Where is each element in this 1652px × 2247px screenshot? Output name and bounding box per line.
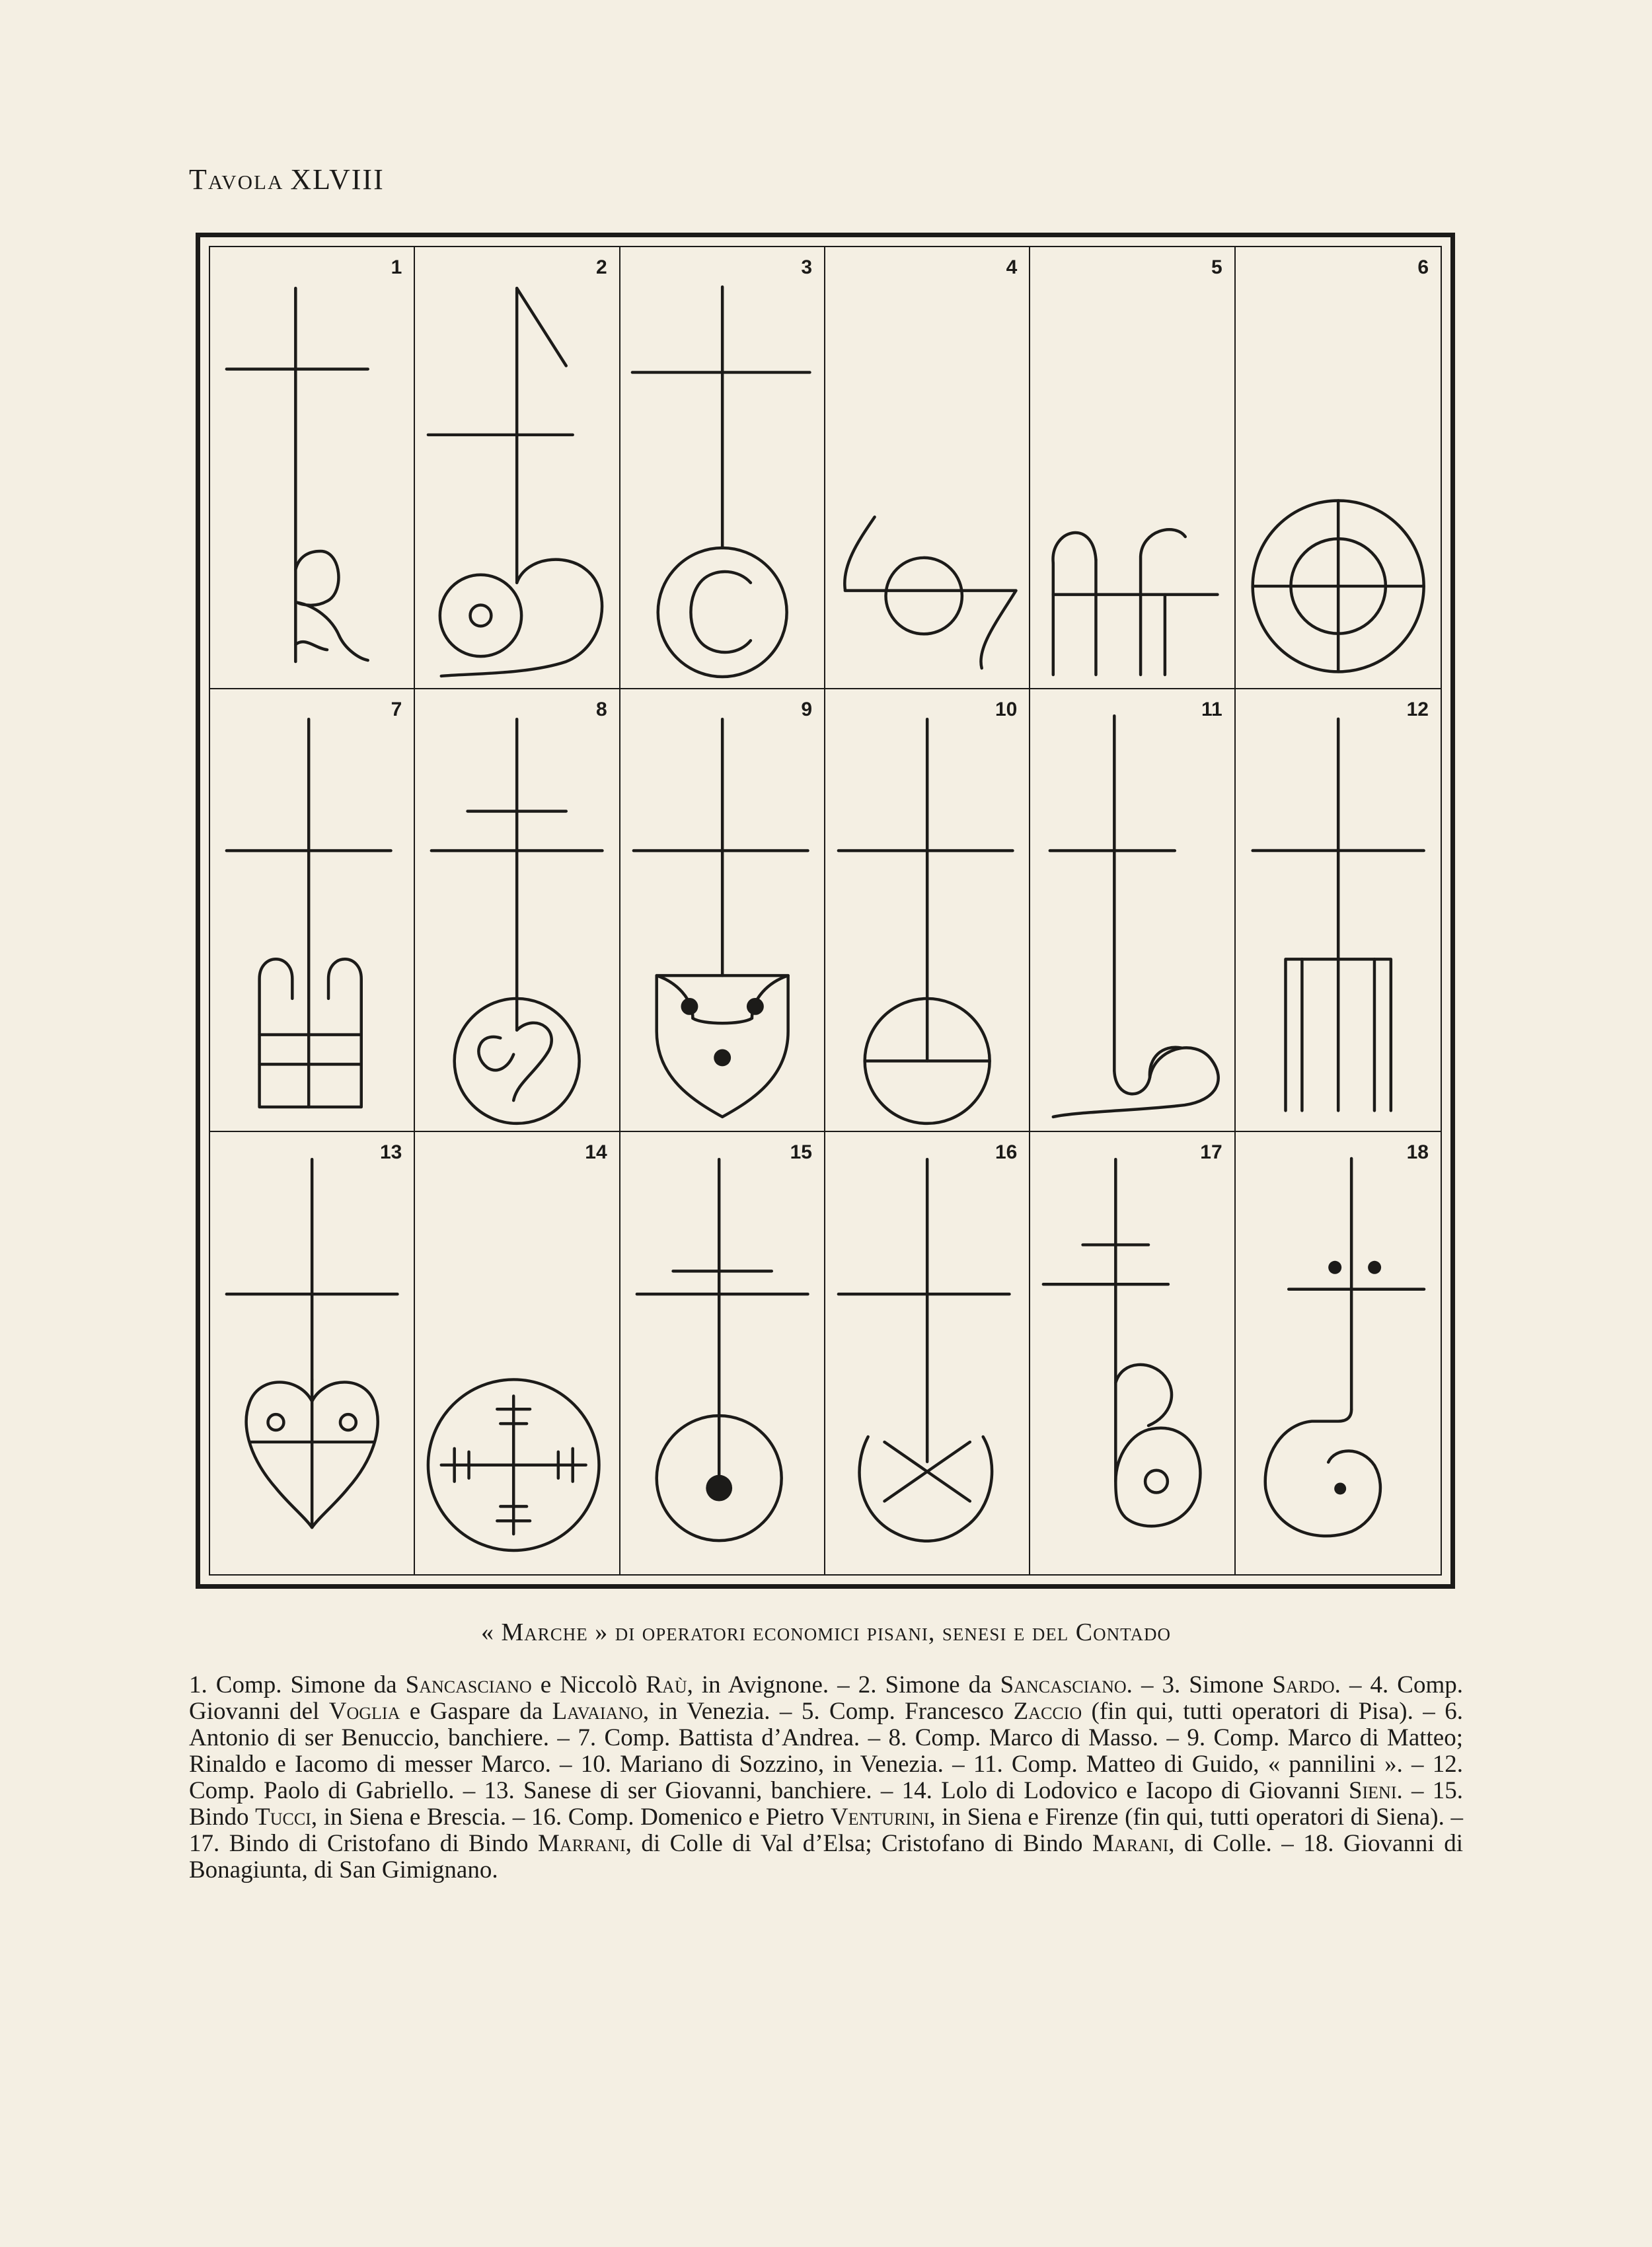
caption-segment: Raù — [646, 1671, 687, 1698]
mark-cell-17 — [1030, 1132, 1235, 1574]
mark-cell-5 — [1030, 247, 1235, 689]
caption-segment: , in Siena e Brescia. – 16. Comp. Domenico e Pietro — [311, 1804, 831, 1831]
mark-cell-9 — [620, 689, 825, 1131]
mark-number: 13 — [379, 1141, 402, 1163]
mark-12-glyph — [1236, 689, 1441, 1130]
mark-16-glyph — [825, 1132, 1029, 1574]
caption-segment: Tucci — [255, 1804, 311, 1831]
mark-cell-11 — [1030, 689, 1235, 1131]
mark-number: 6 — [1417, 256, 1429, 278]
mark-number: 10 — [995, 699, 1018, 721]
mark-number: 8 — [595, 699, 607, 721]
mark-11-glyph — [1030, 689, 1234, 1130]
caption-segment: 1. Comp. Simone da — [189, 1671, 406, 1698]
caption-title — [0, 1618, 1652, 1647]
mark-number: 14 — [585, 1141, 607, 1163]
caption-segment: . – 4. Comp. Giovanni del — [189, 1671, 1463, 1725]
mark-number: 1 — [391, 256, 402, 278]
mark-number: 12 — [1406, 699, 1429, 721]
plate-label — [189, 163, 385, 196]
mark-7-glyph — [210, 689, 414, 1130]
mark-number: 7 — [391, 699, 402, 721]
mark-18-glyph — [1236, 1132, 1441, 1574]
mark-number: 17 — [1200, 1141, 1222, 1163]
mark-1-glyph — [210, 247, 414, 688]
mark-15-glyph — [620, 1132, 824, 1574]
mark-9-glyph — [620, 689, 824, 1130]
mark-cell-7 — [210, 689, 415, 1131]
marks-grid — [209, 246, 1442, 1576]
caption-segment: Zaccio — [1013, 1698, 1082, 1725]
caption-segment: e Gaspare da — [400, 1698, 552, 1725]
mark-cell-15 — [620, 1132, 825, 1574]
mark-4-glyph — [825, 247, 1029, 688]
mark-13-glyph — [210, 1132, 414, 1574]
mark-14-glyph — [415, 1132, 619, 1574]
mark-number: 4 — [1006, 256, 1018, 278]
caption-title-text: Marche » di operatori economici pisani, senesi e del Contado — [501, 1619, 1171, 1646]
mark-8-glyph — [415, 689, 619, 1130]
mark-cell-10 — [825, 689, 1030, 1131]
mark-number: 18 — [1406, 1141, 1429, 1163]
mark-number: 9 — [801, 699, 812, 721]
plate-number: XLVIII — [290, 163, 385, 196]
mark-cell-6 — [1236, 247, 1441, 689]
caption-segment: Voglia — [328, 1698, 400, 1725]
mark-cell-3 — [620, 247, 825, 689]
mark-cell-1 — [210, 247, 415, 689]
plate-prefix: Tavola — [189, 163, 284, 196]
caption-segment: , in Siena e Firenze (fin qui, tutti operatori di Siena). – 17. Bindo di Cristofano di Bindo — [189, 1804, 1463, 1857]
caption-segment: , di Colle di Val d’Elsa; Cristofano di Bindo — [625, 1830, 1093, 1857]
caption-segment: . – 15. Bindo — [189, 1777, 1463, 1831]
mark-2-glyph — [415, 247, 619, 688]
mark-cell-8 — [415, 689, 620, 1131]
mark-cell-18 — [1236, 1132, 1441, 1574]
mark-number: 15 — [790, 1141, 812, 1163]
mark-3-glyph — [620, 247, 824, 688]
mark-cell-4 — [825, 247, 1030, 689]
caption-segment: (fin qui, tutti operatori di Pisa). – 6. Antonio di ser Benuccio, banchiere. – 7. Comp. Battista d’Andrea. – 8. Comp. Marco di Masso. – 9. Comp. Marco di Matteo; Rinaldo e Iacomo di messer Marco. – 10. Mariano di Sozzino, in Venezia. – 11. Comp. Matteo di Guido, « pannilini ». – 12. Comp. Paolo di Gabriello. – 13. Sanese di ser Giovanni, banchiere. – 14. Lolo di Lodovico e Iacopo di Giovanni — [189, 1698, 1463, 1804]
caption-title-open: « — [481, 1619, 502, 1646]
caption-segment: Marrani — [537, 1830, 626, 1857]
mark-number: 11 — [1201, 699, 1222, 721]
caption-segment: Sancasciano — [1000, 1671, 1127, 1698]
mark-number: 16 — [995, 1141, 1018, 1163]
caption-segment: Sardo — [1272, 1671, 1335, 1698]
caption-segment: Lavaiano — [552, 1698, 643, 1725]
mark-cell-13 — [210, 1132, 415, 1574]
caption-segment: , in Avignone. – 2. Simone da — [687, 1671, 1000, 1698]
mark-cell-2 — [415, 247, 620, 689]
mark-number: 2 — [595, 256, 607, 278]
mark-6-glyph — [1236, 247, 1441, 688]
caption-body — [189, 1672, 1463, 1884]
caption-segment: . – 3. Simone — [1126, 1671, 1273, 1698]
mark-cell-12 — [1236, 689, 1441, 1131]
mark-cell-16 — [825, 1132, 1030, 1574]
mark-5-glyph — [1030, 247, 1234, 688]
caption-segment: , in Venezia. – 5. Comp. Francesco — [642, 1698, 1014, 1725]
mark-10-glyph — [825, 689, 1029, 1130]
mark-number: 3 — [801, 256, 812, 278]
mark-number: 5 — [1211, 256, 1222, 278]
caption-segment: e Niccolò — [531, 1671, 646, 1698]
caption-segment: Sancasciano — [405, 1671, 532, 1698]
mark-17-glyph — [1030, 1132, 1234, 1574]
caption-segment: Sieni — [1348, 1777, 1397, 1804]
mark-cell-14 — [415, 1132, 620, 1574]
caption-segment: , di Colle. – 18. Giovanni di Bonagiunta, di San Gimignano. — [189, 1830, 1463, 1884]
caption-segment: Venturini — [830, 1804, 930, 1831]
caption-segment: Marani — [1092, 1830, 1169, 1857]
